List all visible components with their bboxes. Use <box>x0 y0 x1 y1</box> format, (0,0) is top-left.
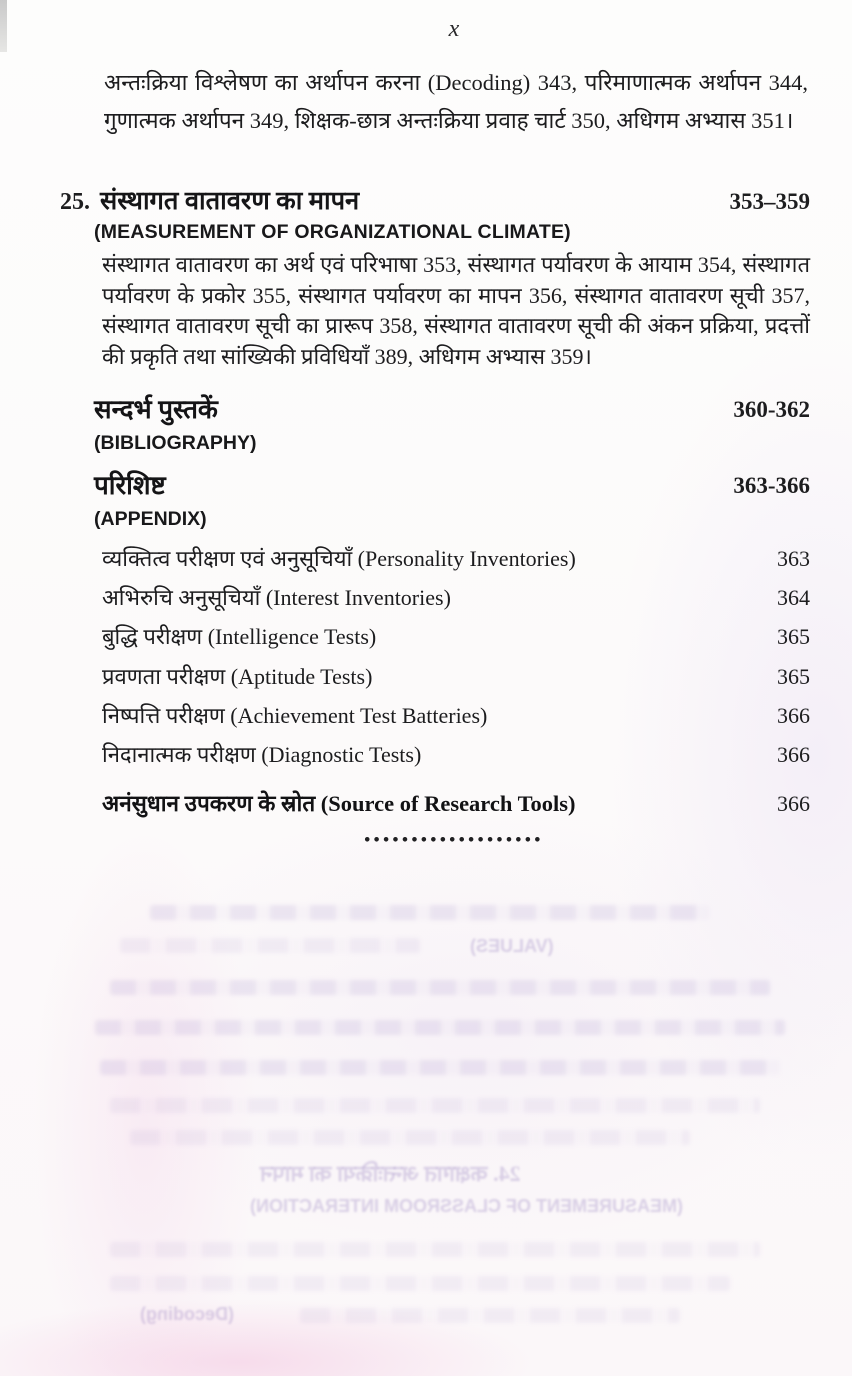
appendix-item-label: अभिरुचि अनुसूचियाँ (Interest Inventories) <box>102 585 451 611</box>
bleedthrough-blob <box>110 1242 760 1257</box>
appendix-item-page: 365 <box>777 663 810 689</box>
appendix-item-label: निष्पत्ति परीक्षण (Achievement Test Batteries) <box>102 702 488 728</box>
page-number: x <box>448 16 460 42</box>
bibliography-row <box>94 395 810 455</box>
bleedthrough-blob <box>120 938 420 953</box>
bleedthrough-text: 24. कक्षागत अन्तःक्रिया का मापन <box>260 1161 521 1186</box>
appendix-item-page: 366 <box>777 741 810 767</box>
appendix-item-page: 363 <box>777 546 810 571</box>
appendix-item-label: व्यक्तित्व परीक्षण एवं अनुसूचियाँ (Personality Inventories) <box>102 546 576 571</box>
appendix-item-page: 366 <box>777 702 810 728</box>
chapter-title-hindi: संस्थागत वातावरण का मापन <box>100 186 360 215</box>
chapter-page-range: 353–359 <box>729 189 810 214</box>
chapter-title-english: (MEASUREMENT OF ORGANIZATIONAL CLIMATE) <box>94 221 571 243</box>
bleedthrough-blob <box>150 905 710 920</box>
bleedthrough-blob <box>130 1130 690 1145</box>
appendix-item <box>102 739 810 778</box>
appendix-titles <box>94 471 207 531</box>
bibliography-title-english: (BIBLIOGRAPHY) <box>94 432 257 454</box>
appendix-item <box>102 543 810 582</box>
intro-paragraph: अन्तःक्रिया विश्लेषण का अर्थापन करना (Decoding) 343, परिमाणात्मक अर्थापन 344, गुणात्मक अर्थापन 349, शिक्षक-छात्र अन्तःक्रिया प्रवाह चार्ट 350, अधिगम अभ्यास 351। <box>104 70 808 133</box>
appendix-title-hindi: परिशिष्ट <box>94 471 166 500</box>
appendix-item-label: अनंसुधान उपकरण के स्रोत (Source of Research Tools) <box>102 791 576 817</box>
appendix-item-page: 365 <box>777 624 810 650</box>
bibliography-titles <box>94 395 257 455</box>
bleedthrough-blob <box>110 1276 730 1291</box>
bleedthrough-text: (VALUES) <box>470 936 554 956</box>
appendix-item-label: प्रवणता परीक्षण (Aptitude Tests) <box>102 663 373 689</box>
bibliography-page-range: 360-362 <box>733 397 810 422</box>
bleedthrough-blob <box>110 1098 760 1113</box>
appendix-item-page: 364 <box>777 585 810 611</box>
appendix-item-list <box>102 543 810 826</box>
appendix-item <box>102 621 810 660</box>
appendix-item-page: 366 <box>777 791 810 817</box>
appendix-item <box>102 661 810 700</box>
bleedthrough-blob <box>100 1060 780 1075</box>
chapter-description: संस्थागत वातावरण का अर्थ एवं परिभाषा 353, संस्थागत पर्यावरण के आयाम 354, संस्थागत पर्यावरण के प्रकोर 355, संस्थागत पर्यावरण का मापन 356, संस्थागत वातावरण सूची 357, संस्थागत वातावरण सूची का प्रारूप 358, संस्थागत वातावरण सूची की अंकन प्रक्रिया, प्रदत्तों की प्रकृति तथा सांख्यिकी प्रविधियाँ 389, अधिगम अभ्यास 359। <box>102 252 810 369</box>
chapter-number: 25. <box>60 189 90 215</box>
appendix-item-label: बुद्धि परीक्षण (Intelligence Tests) <box>102 624 377 650</box>
bleedthrough-blob <box>95 1020 785 1035</box>
appendix-item <box>102 582 810 621</box>
scan-edge-artifact <box>0 0 7 52</box>
appendix-row <box>94 471 810 531</box>
bleedthrough-blob <box>300 1308 680 1323</box>
section-end-separator: ••••••••••••••••••• <box>364 830 544 849</box>
bleedthrough-text: (Decoding) <box>140 1304 234 1324</box>
appendix-title-english: (APPENDIX) <box>94 508 207 530</box>
appendix-page-range: 363-366 <box>733 473 810 498</box>
appendix-item <box>102 700 810 739</box>
chapter-25-row <box>60 183 810 217</box>
appendix-item-research-tools <box>102 787 810 826</box>
bibliography-title-hindi: सन्दर्भ पुस्तकें <box>94 395 218 424</box>
bleedthrough-blob <box>110 980 770 995</box>
appendix-item-label: निदानात्मक परीक्षण (Diagnostic Tests) <box>102 741 422 767</box>
bleedthrough-text: (MEASUREMENT OF CLASSROOM INTERACTION) <box>250 1196 683 1216</box>
